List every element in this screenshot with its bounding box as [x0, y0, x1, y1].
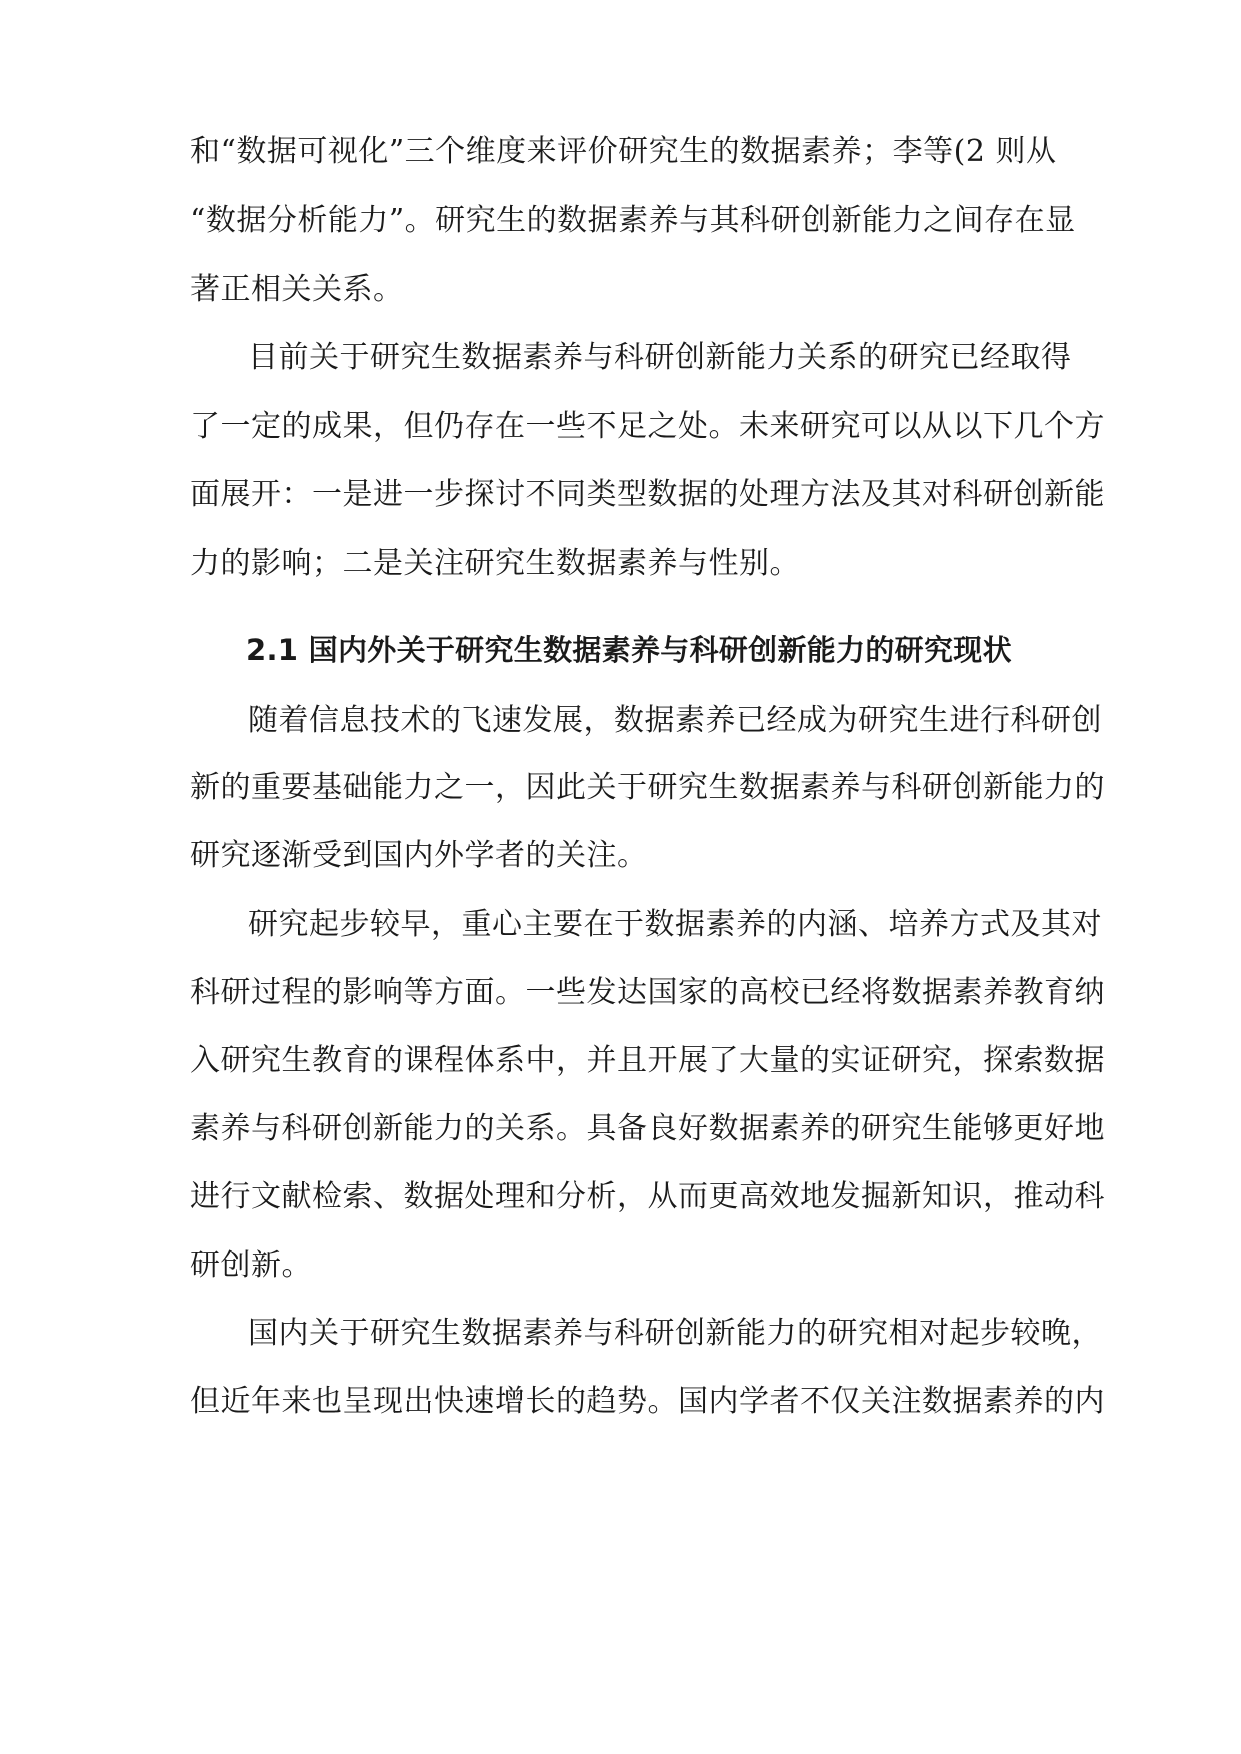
paragraph-line: 目前关于研究生数据素养与科研创新能力关系的研究已经取得 [248, 340, 1072, 375]
paragraph-line: 面展开：一是进一步探讨不同类型数据的处理方法及其对科研创新能 [190, 477, 1105, 512]
paragraph-line: 进行文献检索、数据处理和分析，从而更高效地发掘新知识，推动科 [190, 1179, 1105, 1214]
paragraph-line: 和“数据可视化”三个维度来评价研究生的数据素养；李等(2 则从 [190, 134, 1057, 169]
paragraph-line: 国内关于研究生数据素养与科研创新能力的研究相对起步较晚， [248, 1316, 1102, 1351]
paragraph-line: 但近年来也呈现出快速增长的趋势。国内学者不仅关注数据素养的内 [190, 1384, 1105, 1419]
paragraph-line: 随着信息技术的飞速发展，数据素养已经成为研究生进行科研创 [248, 703, 1102, 738]
section-heading: 2.1 国内外关于研究生数据素养与科研创新能力的研究现状 [246, 633, 1012, 667]
paragraph-line: 新的重要基础能力之一，因此关于研究生数据素养与科研创新能力的 [190, 770, 1105, 805]
paragraph-line: 素养与科研创新能力的关系。具备良好数据素养的研究生能够更好地 [190, 1111, 1105, 1146]
paragraph-line: 力的影响；二是关注研究生数据素养与性别。 [190, 546, 800, 581]
paragraph-line: 科研过程的影响等方面。一些发达国家的高校已经将数据素养教育纳 [190, 975, 1105, 1010]
paragraph-line: 著正相关关系。 [190, 272, 404, 307]
paragraph-line: 研究逐渐受到国内外学者的关注。 [190, 838, 648, 873]
paragraph-line: 了一定的成果，但仍存在一些不足之处。未来研究可以从以下几个方 [190, 409, 1105, 444]
paragraph-line: 研究起步较早，重心主要在于数据素养的内涵、培养方式及其对 [248, 907, 1102, 942]
paragraph-line: 研创新。 [190, 1248, 312, 1283]
paragraph-line: “数据分析能力”。研究生的数据素养与其科研创新能力之间存在显 [190, 203, 1076, 238]
paragraph-line: 入研究生教育的课程体系中，并且开展了大量的实证研究，探索数据 [190, 1043, 1105, 1078]
